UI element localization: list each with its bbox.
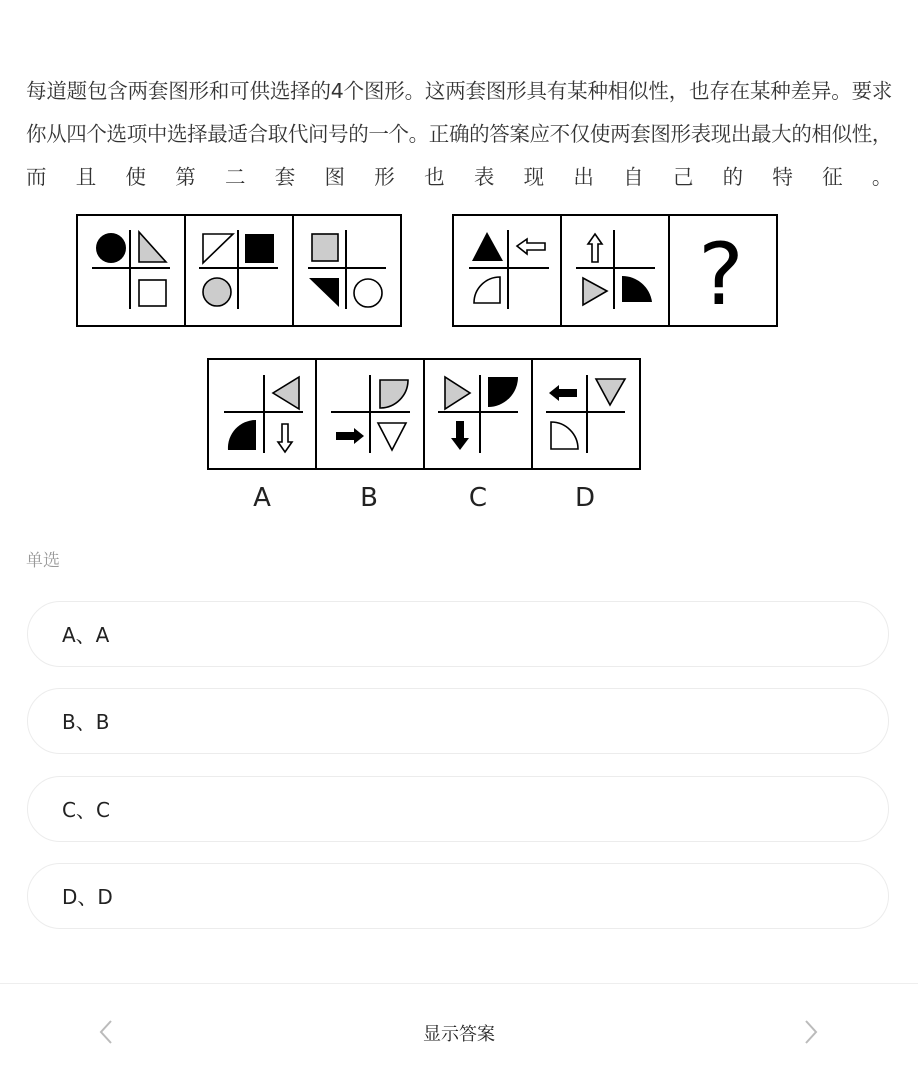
left-arrow-icon — [549, 385, 577, 401]
chevron-right-icon — [799, 1018, 821, 1046]
question-mark: ? — [698, 225, 744, 325]
option-d[interactable] — [27, 863, 889, 929]
options-frame — [208, 359, 640, 469]
option-b[interactable] — [27, 688, 889, 754]
option-a[interactable] — [27, 601, 889, 667]
first-set-cell-2 — [199, 230, 278, 309]
figure-letter-b: B — [360, 483, 378, 513]
black-quarter-circle — [622, 276, 652, 302]
gray-triangle — [583, 278, 607, 305]
option-c[interactable] — [27, 776, 889, 842]
question-type-label: 单选 — [26, 551, 60, 571]
white-quarter-circle — [551, 422, 578, 449]
white-square — [139, 280, 166, 306]
gray-square — [312, 234, 338, 261]
white-quarter-circle — [474, 277, 500, 303]
white-triangle — [378, 423, 406, 450]
gray-quarter-circle — [380, 380, 408, 408]
second-set-cell-1 — [469, 230, 549, 309]
figure-option-a — [224, 375, 303, 453]
puzzle-figure — [0, 0, 918, 520]
bottom-bar — [0, 983, 918, 1074]
first-set-cell-3 — [308, 230, 386, 309]
right-arrow-icon — [336, 428, 364, 444]
option-d-label: D、D — [62, 885, 113, 909]
left-arrow-icon — [517, 239, 545, 254]
second-set-cell-2 — [576, 230, 655, 309]
gray-circle — [203, 278, 231, 306]
black-quarter-circle — [488, 377, 518, 407]
figure-letter-a: A — [253, 483, 271, 513]
first-set-cell-1 — [92, 230, 170, 309]
option-a-label: A、A — [62, 623, 110, 647]
figure-letter-d: D — [574, 483, 596, 513]
white-circle — [354, 279, 382, 307]
gray-triangle — [139, 232, 166, 262]
figure-letter-c: C — [468, 483, 488, 513]
next-button[interactable] — [799, 1018, 821, 1046]
black-triangle — [309, 278, 339, 307]
figure-option-d — [546, 375, 625, 453]
gray-triangle — [596, 379, 625, 405]
option-b-label: B、B — [62, 710, 110, 734]
option-c-label: C、C — [62, 798, 110, 822]
gray-triangle — [445, 377, 470, 409]
figure-option-c — [438, 375, 518, 453]
white-triangle — [203, 234, 233, 263]
black-square — [245, 234, 274, 263]
down-arrow-icon — [451, 421, 469, 450]
figure-option-b — [331, 375, 410, 453]
question-text: 每道题包含两套图形和可供选择的4个图形。这两套图形具有某种相似性，也存在某种差异。要求你从四个选项中选择最适合取代问号的一个。正确的答案应不仅使两套图形表现出最大的相似性，而且使第二套图形也表现出自己的特征。 — [26, 79, 892, 189]
question-mark-cell — [698, 225, 744, 325]
down-arrow-icon — [278, 424, 292, 452]
black-circle — [96, 233, 126, 263]
up-arrow-icon — [588, 234, 602, 262]
black-triangle — [472, 232, 503, 261]
black-quarter-circle — [228, 420, 256, 450]
show-answer-button[interactable]: 显示答案 — [423, 1024, 495, 1045]
gray-triangle — [273, 377, 299, 409]
